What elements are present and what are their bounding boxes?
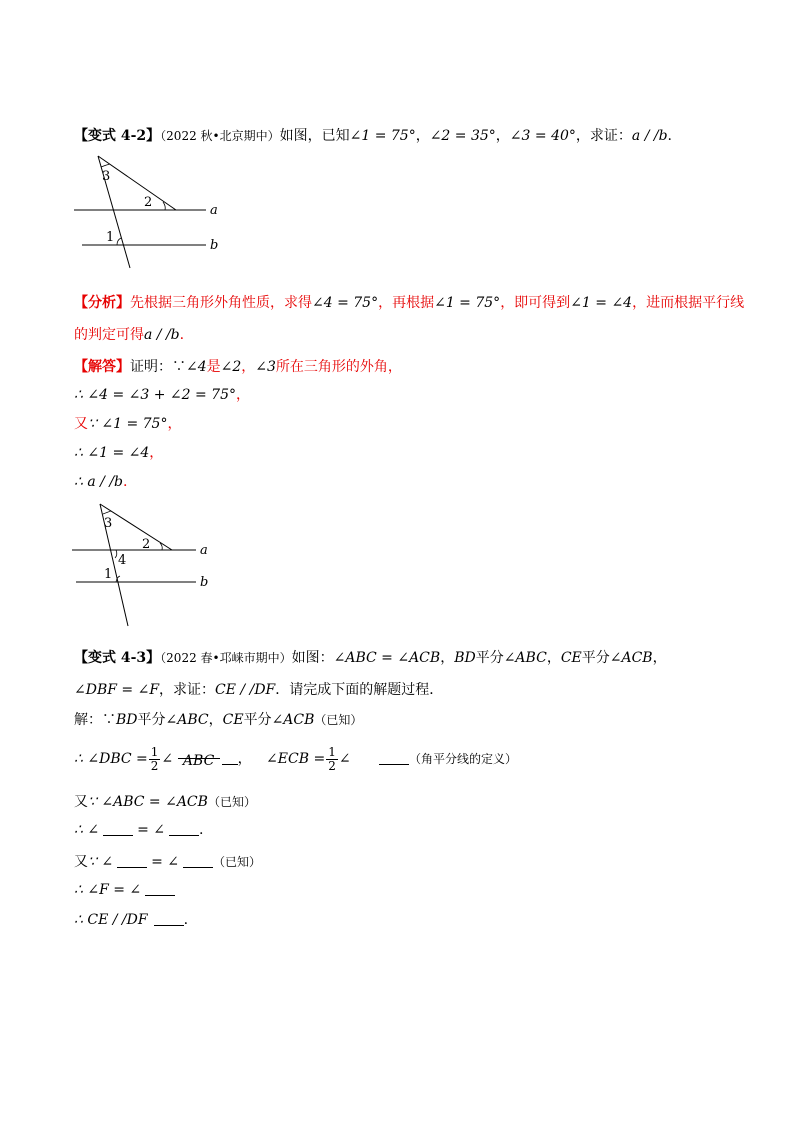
blank-8[interactable] bbox=[154, 911, 184, 926]
figure-parallel-lines-1 bbox=[70, 152, 230, 272]
label-4: 4 bbox=[118, 553, 127, 568]
angle-3-arc bbox=[103, 511, 111, 514]
blank-4[interactable] bbox=[169, 821, 199, 836]
label-3: 3 bbox=[102, 169, 111, 184]
problem-4-3-statement-2: ∠DBF = ∠F，求证：CE / /DF．请完成下面的解题过程． bbox=[74, 682, 444, 698]
solution-line-2: ∴ ∠4 = ∠3 + ∠2 = 75°， bbox=[74, 387, 250, 403]
fraction-one-half-2: $\frac{1}{2}$ bbox=[328, 744, 336, 773]
figure-parallel-lines-2 bbox=[68, 498, 238, 628]
proof-line-6: ∴ ∠F = ∠ bbox=[74, 880, 175, 900]
problem-4-3-head: 【变式 4-3】 bbox=[74, 650, 161, 666]
solution-line-5: ∴ a / /b. bbox=[74, 474, 128, 490]
problem-4-3-source: （2022 春•邛崃市期中） bbox=[160, 651, 292, 665]
label-b: b bbox=[210, 238, 219, 253]
label-3: 3 bbox=[104, 516, 113, 531]
label-a: a bbox=[200, 543, 208, 558]
blank-1b[interactable] bbox=[222, 750, 238, 765]
proof-line-3: 又∵ ∠ABC = ∠ACB（已知） bbox=[74, 794, 256, 810]
proof-line-1: 解：∵BD平分∠ABC，CE平分∠ACB（已知） bbox=[74, 712, 363, 728]
solution-tag: 【解答】 bbox=[74, 359, 130, 375]
angle-3-arc bbox=[101, 164, 110, 167]
label-2: 2 bbox=[144, 195, 153, 210]
blank-5[interactable] bbox=[117, 853, 147, 868]
proof-line-2: ∴ ∠DBC = $\frac{1}{2}$ ∠ ABC ， ∠ECB = $\frac{1}{2}$ ∠ （角平分线的定义） bbox=[74, 744, 518, 773]
label-b: b bbox=[200, 575, 209, 590]
proof-line-4: ∴ ∠ = ∠ . bbox=[74, 822, 204, 838]
blank-3[interactable] bbox=[103, 821, 133, 836]
angle-4-arc bbox=[115, 550, 117, 558]
label-a: a bbox=[210, 203, 218, 218]
problem-4-2-source: （2022 秋•北京期中） bbox=[160, 129, 280, 143]
angle-2-arc bbox=[163, 202, 165, 210]
problem-4-2-head: 【变式 4-2】 bbox=[74, 128, 161, 144]
blank-2[interactable] bbox=[379, 750, 409, 765]
fraction-one-half: $\frac{1}{2}$ bbox=[150, 744, 159, 773]
solution-line-1: 【解答】证明：∵∠4是∠2，∠3所在三角形的外角， bbox=[74, 359, 402, 375]
proof-line-7: ∴ CE / /DF . bbox=[74, 912, 189, 928]
blank-1[interactable]: ABC bbox=[178, 744, 220, 759]
label-1: 1 bbox=[106, 230, 115, 245]
proof-line-5: 又∵ ∠ = ∠ （已知） bbox=[74, 854, 262, 870]
angle-1-arc bbox=[117, 238, 121, 245]
blank-6[interactable] bbox=[183, 853, 213, 868]
analysis-tag: 【分析】 bbox=[74, 295, 130, 311]
label-2: 2 bbox=[142, 537, 151, 552]
problem-4-3-statement-1: 【变式 4-3】（2022 春•邛崃市期中）如图：∠ABC = ∠ACB，BD平分∠ABC，CE平分∠ACB， bbox=[74, 650, 667, 666]
solution-line-4: ∴ ∠1 = ∠4， bbox=[74, 445, 164, 461]
label-1: 1 bbox=[104, 567, 113, 582]
problem-4-2-statement: 【变式 4-2】（2022 秋•北京期中）如图，已知∠1 = 75°，∠2 = 35°，∠3 = 40°，求证：a / /b. bbox=[74, 128, 672, 144]
blank-7[interactable] bbox=[145, 881, 175, 896]
solution-line-3: 又∵ ∠1 = 75°， bbox=[74, 416, 182, 432]
analysis-line-2: 的判定可得a / /b. bbox=[74, 327, 185, 343]
analysis-line-1: 【分析】先根据三角形外角性质，求得∠4 = 75°，再根据∠1 = 75°，即可得到∠1 = ∠4，进而根据平行线 bbox=[74, 295, 745, 311]
